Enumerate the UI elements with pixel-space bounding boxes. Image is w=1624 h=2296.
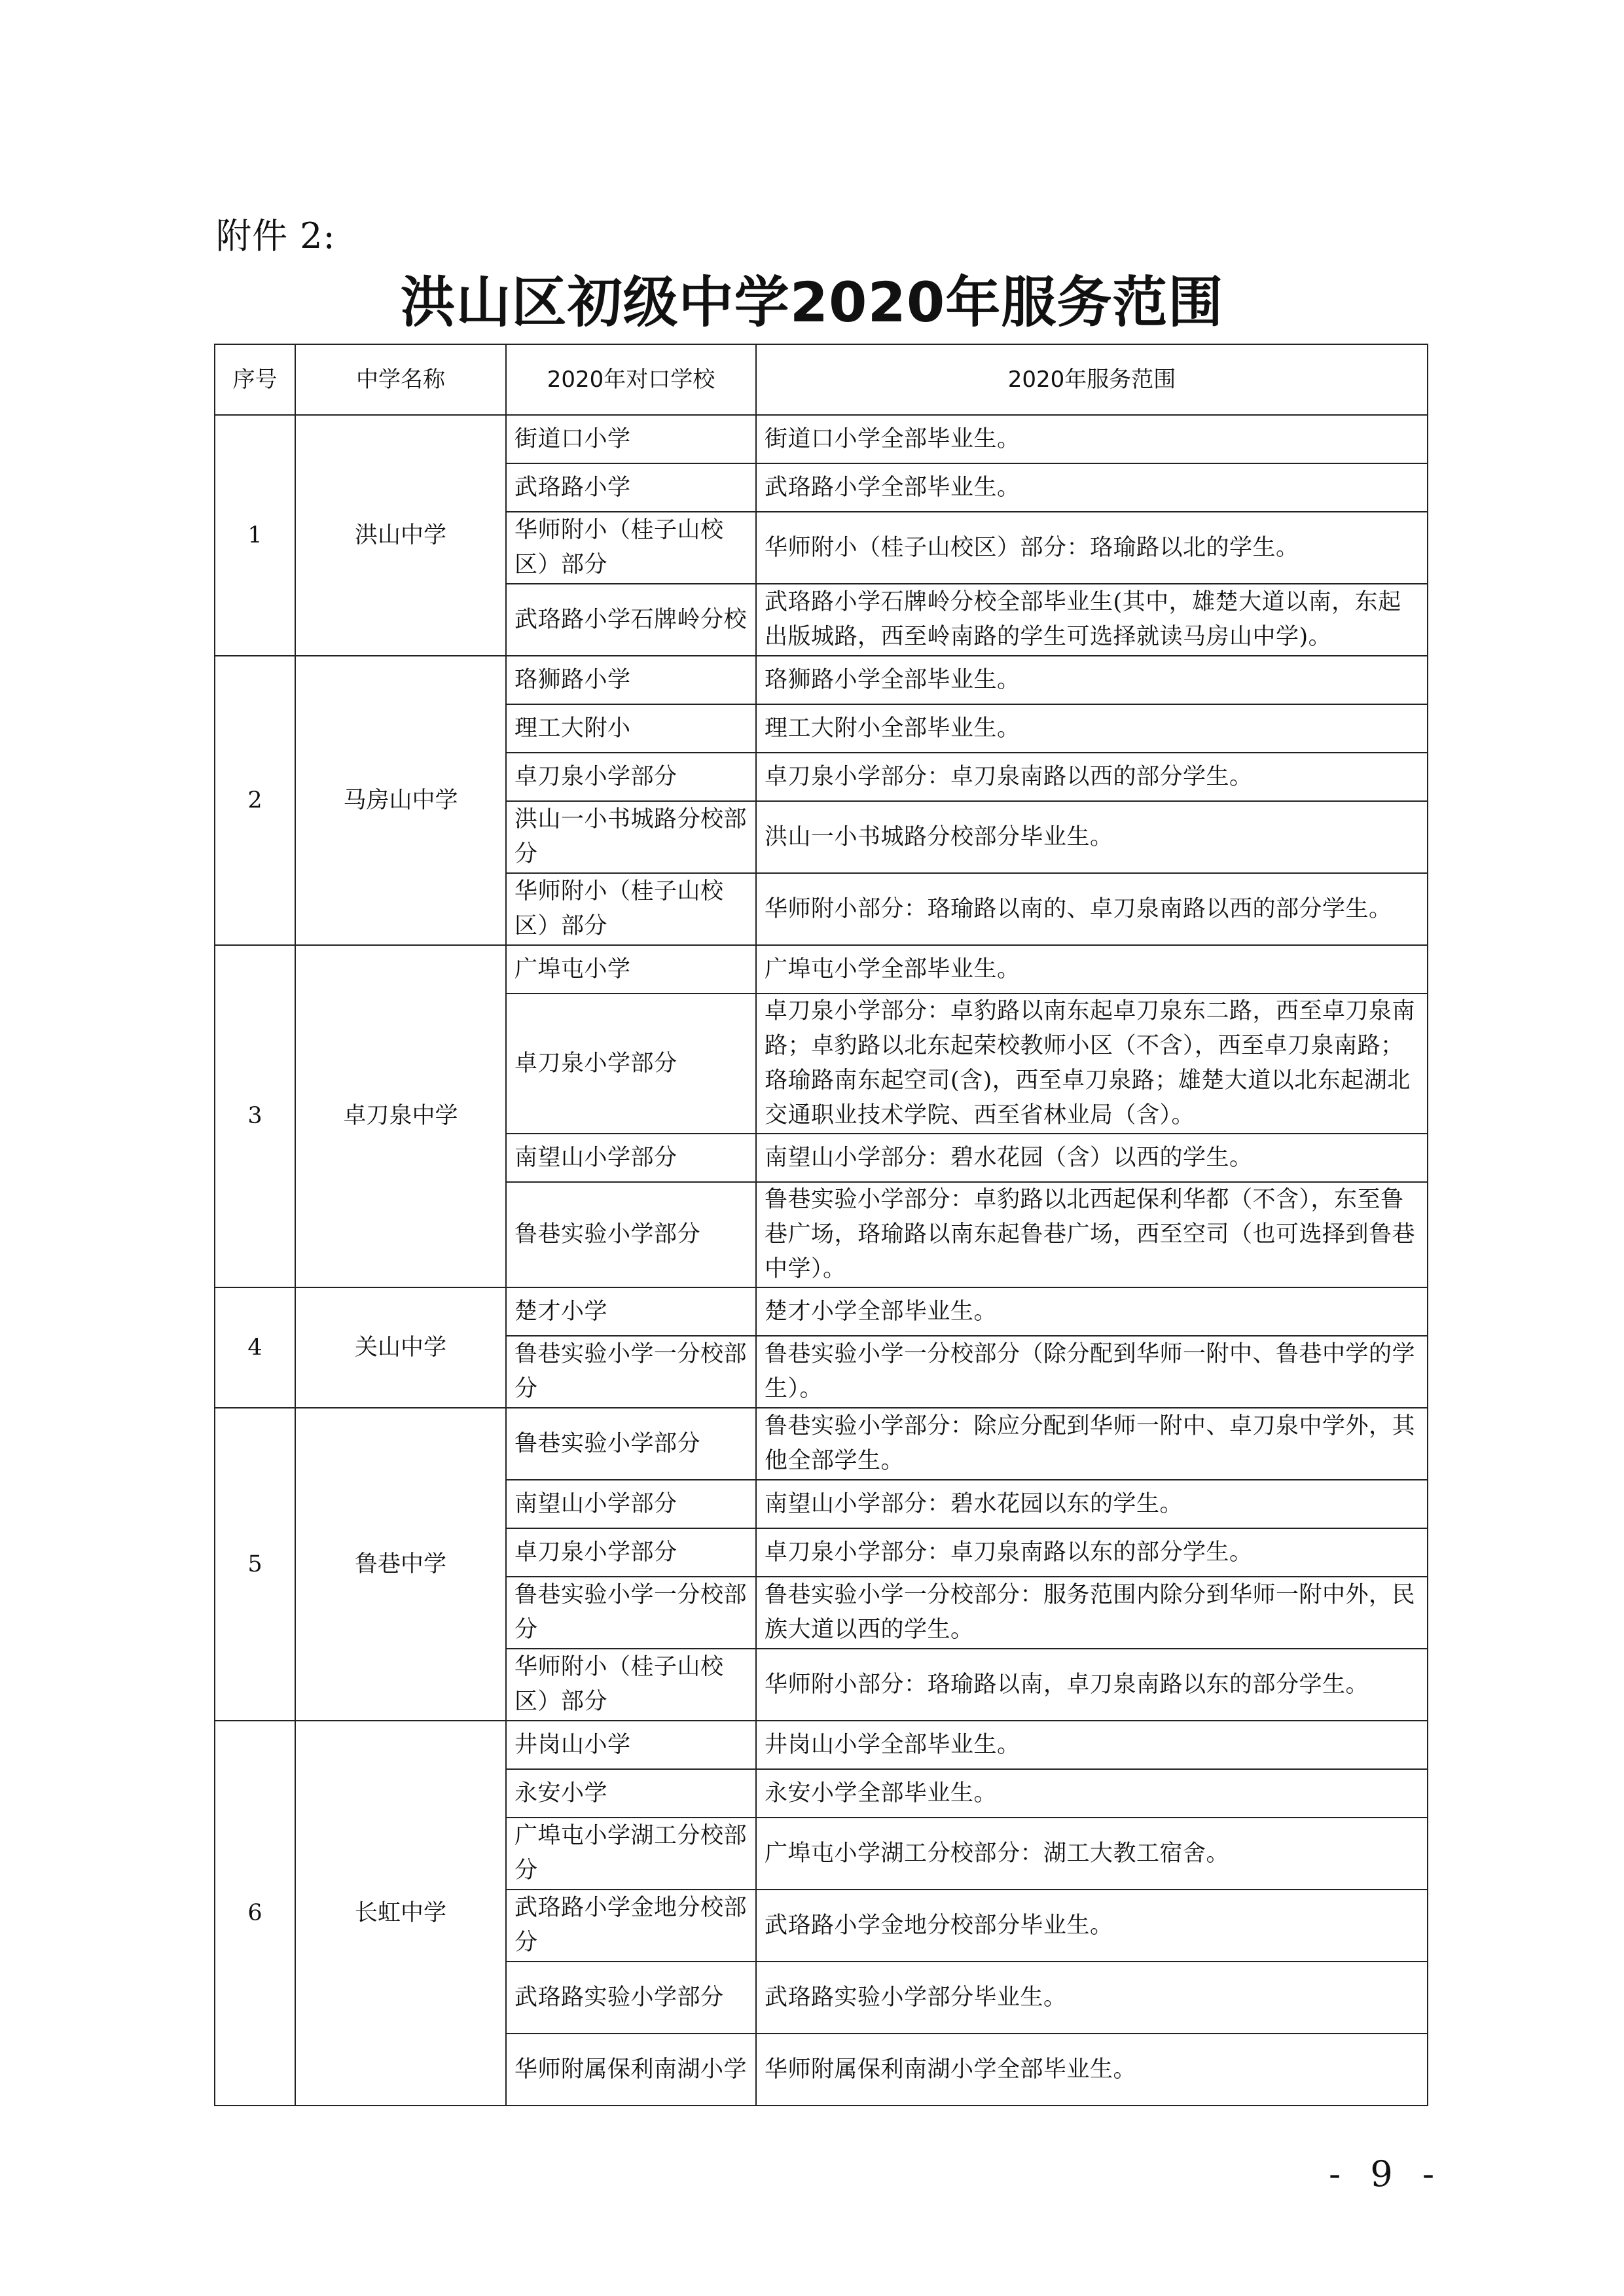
primary-school: 井岗山小学 [506,1721,756,1769]
primary-school: 卓刀泉小学部分 [506,994,756,1134]
service-scope: 井岗山小学全部毕业生。 [756,1721,1428,1769]
header-scope: 2020年服务范围 [756,344,1428,415]
table-row [215,415,1428,463]
service-scope: 楚才小学全部毕业生。 [756,1287,1428,1336]
primary-school: 鲁巷实验小学一分校部分 [506,1577,756,1649]
header-middle-school: 中学名称 [295,344,506,415]
service-scope: 南望山小学部分：碧水花园以东的学生。 [756,1480,1428,1528]
service-scope: 华师附小（桂子山校区）部分：珞瑜路以北的学生。 [756,512,1428,584]
primary-school: 鲁巷实验小学部分 [506,1182,756,1287]
service-scope: 南望山小学部分：碧水花园（含）以西的学生。 [756,1134,1428,1182]
service-scope: 街道口小学全部毕业生。 [756,415,1428,463]
attachment-label: 附件 2: [216,215,336,257]
primary-school: 街道口小学 [506,415,756,463]
table-header-row [215,344,1428,415]
header-num: 序号 [215,344,295,415]
group-number: 3 [215,945,295,1287]
header-primary-school: 2020年对口学校 [506,344,756,415]
primary-school: 武珞路实验小学部分 [506,1962,756,2034]
primary-school: 卓刀泉小学部分 [506,753,756,801]
middle-school-name: 鲁巷中学 [295,1408,506,1721]
primary-school: 理工大附小 [506,704,756,753]
service-scope: 武珞路实验小学部分毕业生。 [756,1962,1428,2034]
table-row [215,945,1428,994]
primary-school: 南望山小学部分 [506,1480,756,1528]
primary-school: 华师附小（桂子山校区）部分 [506,1649,756,1721]
table-row [215,656,1428,704]
group-number: 6 [215,1721,295,2106]
primary-school: 楚才小学 [506,1287,756,1336]
primary-school: 华师附属保利南湖小学 [506,2034,756,2106]
page-number: - 9 - [1329,2153,1444,2195]
middle-school-name: 卓刀泉中学 [295,945,506,1287]
primary-school: 华师附小（桂子山校区）部分 [506,873,756,945]
primary-school: 武珞路小学 [506,463,756,512]
primary-school: 南望山小学部分 [506,1134,756,1182]
group-number: 1 [215,415,295,656]
table-row [215,1287,1428,1336]
service-scope: 卓刀泉小学部分：卓刀泉南路以西的部分学生。 [756,753,1428,801]
service-scope: 理工大附小全部毕业生。 [756,704,1428,753]
service-scope: 鲁巷实验小学部分：除应分配到华师一附中、卓刀泉中学外，其他全部学生。 [756,1408,1428,1480]
service-scope: 洪山一小书城路分校部分毕业生。 [756,801,1428,873]
service-scope: 永安小学全部毕业生。 [756,1769,1428,1818]
primary-school: 华师附小（桂子山校区）部分 [506,512,756,584]
primary-school: 珞狮路小学 [506,656,756,704]
primary-school: 武珞路小学金地分校部分 [506,1890,756,1962]
middle-school-name: 长虹中学 [295,1721,506,2106]
service-scope: 鲁巷实验小学部分：卓豹路以北西起保利华都（不含），东至鲁巷广场，珞瑜路以南东起鲁巷广场，西至空司（也可选择到鲁巷中学）。 [756,1182,1428,1287]
middle-school-name: 马房山中学 [295,656,506,945]
service-scope: 鲁巷实验小学一分校部分：服务范围内除分到华师一附中外，民族大道以西的学生。 [756,1577,1428,1649]
primary-school: 洪山一小书城路分校部分 [506,801,756,873]
group-number: 5 [215,1408,295,1721]
service-scope: 武珞路小学金地分校部分毕业生。 [756,1890,1428,1962]
table-row [215,1721,1428,1769]
service-scope: 鲁巷实验小学一分校部分（除分配到华师一附中、鲁巷中学的学生）。 [756,1336,1428,1408]
service-scope: 华师附属保利南湖小学全部毕业生。 [756,2034,1428,2106]
primary-school: 永安小学 [506,1769,756,1818]
primary-school: 广埠屯小学 [506,945,756,994]
service-scope: 广埠屯小学湖工分校部分：湖工大教工宿舍。 [756,1818,1428,1890]
service-scope: 珞狮路小学全部毕业生。 [756,656,1428,704]
service-scope: 广埠屯小学全部毕业生。 [756,945,1428,994]
service-scope: 卓刀泉小学部分：卓豹路以南东起卓刀泉东二路，西至卓刀泉南路；卓豹路以北东起荣校教师小区（不含），西至卓刀泉南路；珞瑜路南东起空司(含)，西至卓刀泉路；雄楚大道以北东起湖北交通职业技术学院、西至省林业局（含）。 [756,994,1428,1134]
table-row [215,1408,1428,1480]
service-scope: 卓刀泉小学部分：卓刀泉南路以东的部分学生。 [756,1528,1428,1577]
document-title: 洪山区初级中学2020年服务范围 [400,270,1224,334]
group-number: 2 [215,656,295,945]
service-scope: 武珞路小学石牌岭分校全部毕业生(其中，雄楚大道以南，东起出版城路，西至岭南路的学生可选择就读马房山中学)。 [756,584,1428,656]
group-number: 4 [215,1287,295,1408]
primary-school: 广埠屯小学湖工分校部分 [506,1818,756,1890]
middle-school-name: 关山中学 [295,1287,506,1408]
service-scope: 武珞路小学全部毕业生。 [756,463,1428,512]
primary-school: 武珞路小学石牌岭分校 [506,584,756,656]
middle-school-name: 洪山中学 [295,415,506,656]
primary-school: 鲁巷实验小学部分 [506,1408,756,1480]
primary-school: 卓刀泉小学部分 [506,1528,756,1577]
service-scope: 华师附小部分：珞瑜路以南的、卓刀泉南路以西的部分学生。 [756,873,1428,945]
service-scope: 华师附小部分：珞瑜路以南，卓刀泉南路以东的部分学生。 [756,1649,1428,1721]
primary-school: 鲁巷实验小学一分校部分 [506,1336,756,1408]
service-range-table [214,344,1428,2106]
